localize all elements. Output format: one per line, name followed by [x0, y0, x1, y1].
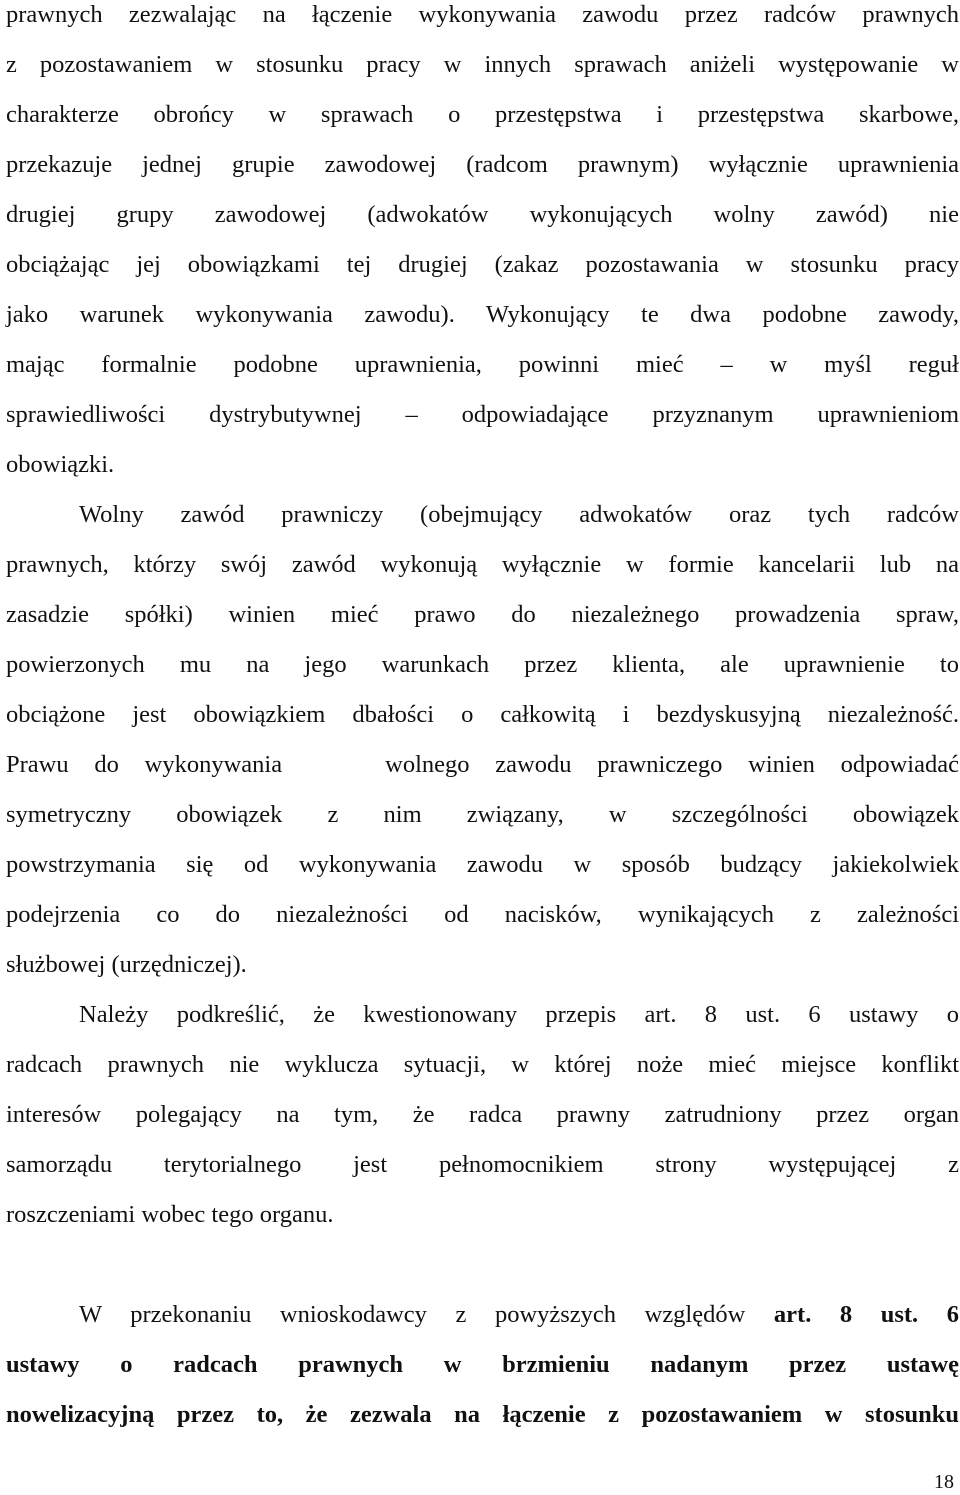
- text-line: Wolny zawód prawniczy (obejmujący adwokatów oraz tych radców: [79, 501, 959, 528]
- text-line: jako warunek wykonywania zawodu). Wykonujący te dwa podobne zawody,: [6, 301, 959, 328]
- text-line: drugiej grupy zawodowej (adwokatów wykonujących wolny zawód) nie: [6, 201, 959, 228]
- text-line: [6, 1400, 959, 1430]
- text-line: [79, 1300, 959, 1330]
- text-line: obciążone jest obowiązkiem dbałości o całkowitą i bezdyskusyjną niezależność.: [6, 701, 959, 728]
- text-line: zasadzie spółki) winien mieć prawo do niezależnego prowadzenia spraw,: [6, 601, 959, 628]
- text-line: z pozostawaniem w stosunku pracy w innych sprawach aniżeli występowanie w: [6, 51, 959, 78]
- text-line: powierzonych mu na jego warunkach przez klienta, ale uprawnienie to: [6, 651, 959, 678]
- bold-text: ustawy o radcach prawnych w brzmieniu nadanym przez ustawę: [6, 1351, 959, 1378]
- text-line: prawnych zezwalając na łączenie wykonywania zawodu przez radców prawnych: [6, 1, 959, 28]
- text-line: [6, 1350, 959, 1380]
- text-line: mając formalnie podobne uprawnienia, powinni mieć – w myśl reguł: [6, 351, 959, 378]
- text-line: sprawiedliwości dystrybutywnej – odpowiadające przyznanym uprawnieniom: [6, 401, 959, 428]
- text-line: roszczeniami wobec tego organu.: [6, 1201, 334, 1228]
- text-line: podejrzenia co do niezależności od nacisków, wynikających z zależności: [6, 901, 959, 928]
- text-line: radcach prawnych nie wyklucza sytuacji, w której noże mieć miejsce konflikt: [6, 1051, 959, 1078]
- text-line: obowiązki.: [6, 451, 115, 478]
- text-line: powstrzymania się od wykonywania zawodu w sposób budzący jakiekolwiek: [6, 851, 959, 878]
- text-line: służbowej (urzędniczej).: [6, 951, 247, 978]
- text-line: przekazuje jednej grupie zawodowej (radcom prawnym) wyłącznie uprawnienia: [6, 151, 959, 178]
- bold-text: nowelizacyjną przez to, że zezwala na łączenie z pozostawaniem w stosunku: [6, 1401, 959, 1428]
- text-line: interesów polegający na tym, że radca prawny zatrudniony przez organ: [6, 1101, 959, 1128]
- page-number: 18: [934, 1471, 954, 1493]
- text-line: symetryczny obowiązek z nim związany, w szczególności obowiązek: [6, 801, 959, 828]
- plain-text: W przekonaniu wnioskodawcy z powyższych względów: [79, 1301, 746, 1328]
- text-line: prawnych, którzy swój zawód wykonują wyłącznie w formie kancelarii lub na: [6, 551, 959, 578]
- text-line: charakterze obrońcy w sprawach o przestępstwa i przestępstwa skarbowe,: [6, 101, 959, 128]
- text-line: Należy podkreślić, że kwestionowany przepis art. 8 ust. 6 ustawy o: [79, 1001, 959, 1028]
- bold-text: art. 8 ust. 6: [773, 1301, 959, 1328]
- text-line: obciążając jej obowiązkami tej drugiej (zakaz pozostawania w stosunku pracy: [6, 251, 959, 278]
- text-line: Prawu do wykonywania wolnego zawodu prawniczego winien odpowiadać: [6, 751, 959, 778]
- text-line: samorządu terytorialnego jest pełnomocnikiem strony występującej z: [6, 1151, 959, 1178]
